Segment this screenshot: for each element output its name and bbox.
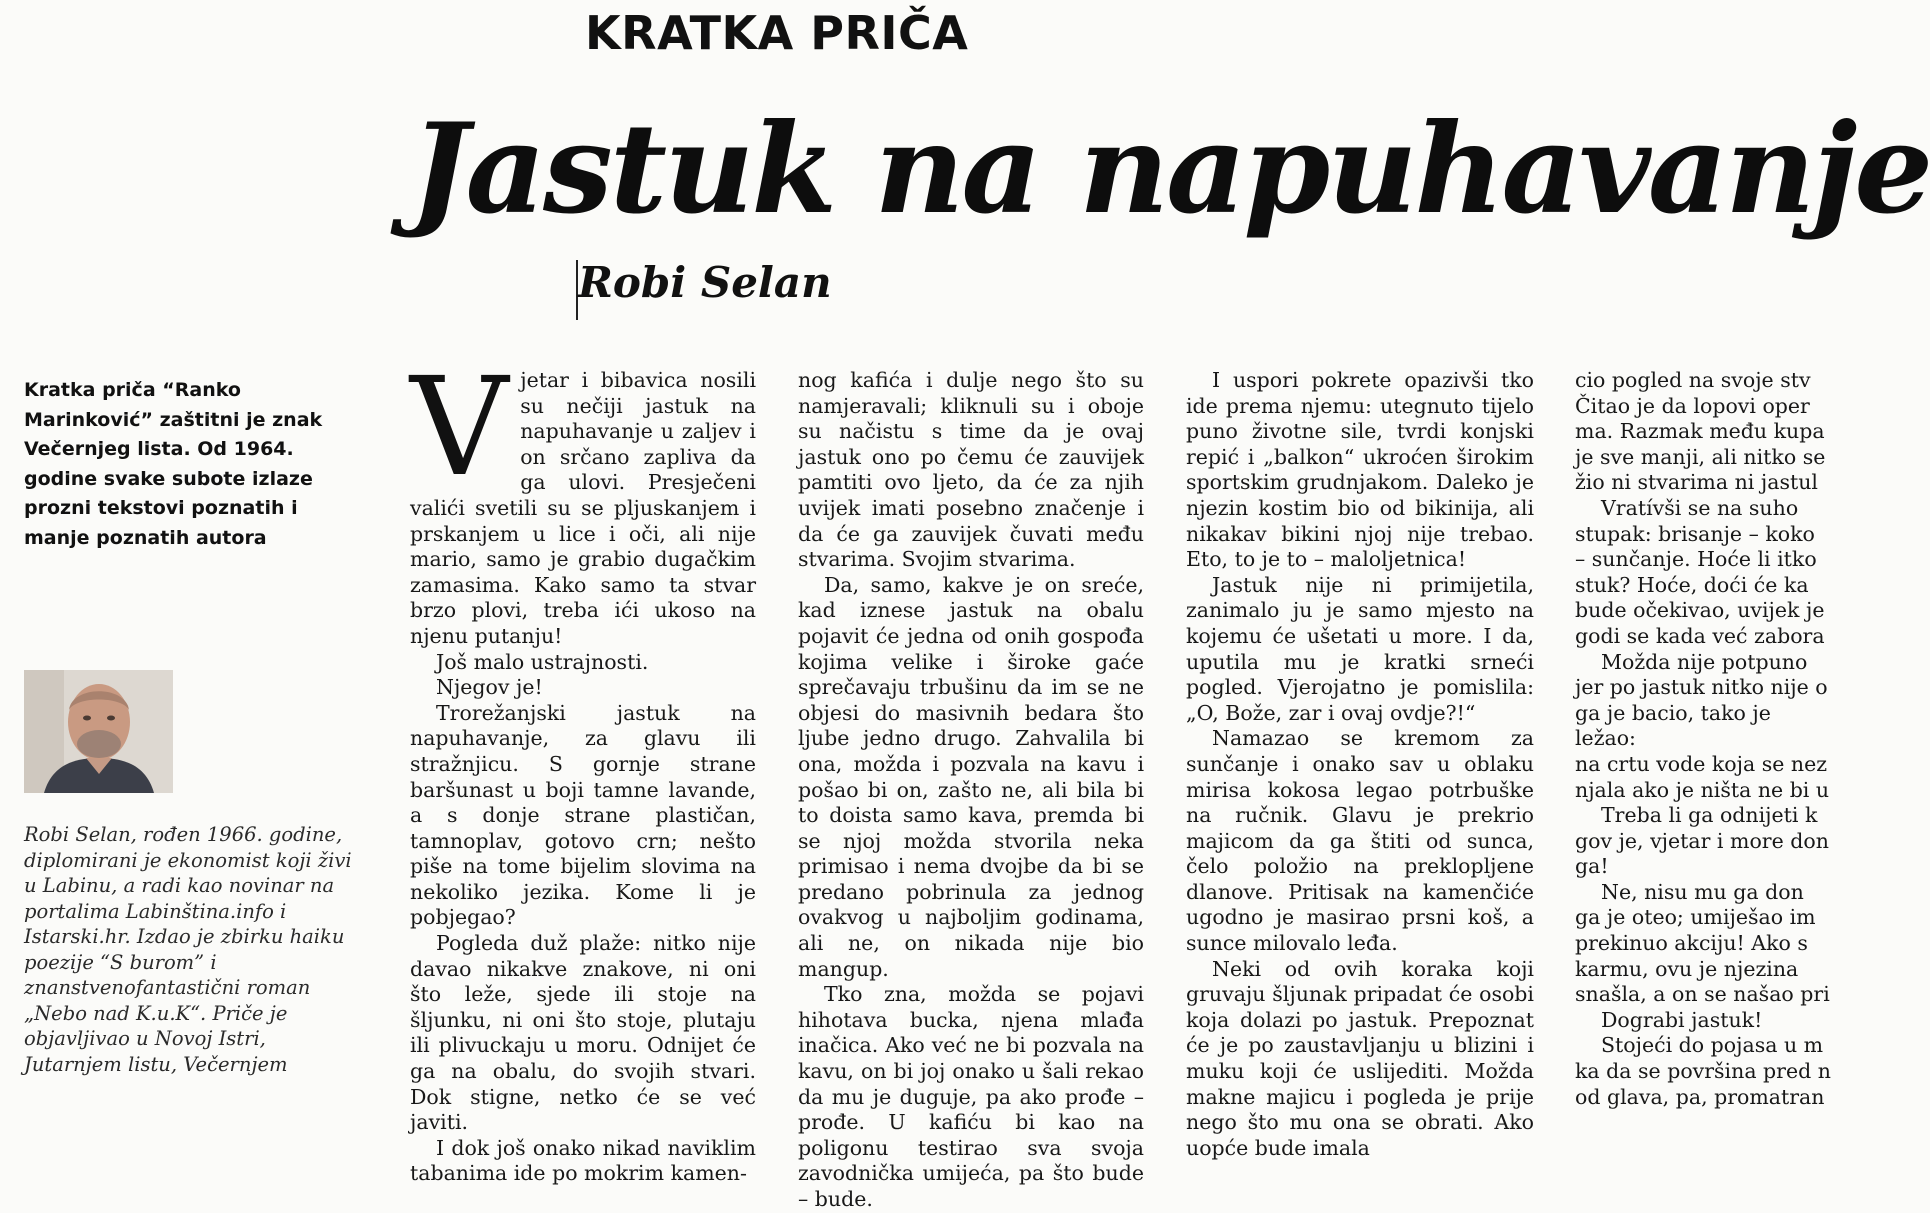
text-line: Ne, nisu mu ga don bbox=[1601, 879, 1804, 904]
paragraph: Namazao se kremom za sunčanje i onako sav u oblaku mirisa kokosa legao potrbuške na ručnik. Glavu je prekrio majicom da ga štiti od sunca, čelo položio na preklopljene dlanove. Pritisak na kamenčiće ugodno je masirao prsni koš, a sunce milovalo leđa. bbox=[1186, 726, 1534, 956]
text-line: stupak: brisanje – koko bbox=[1575, 521, 1815, 546]
byline: Robi Selan bbox=[578, 258, 832, 307]
article-column-1 bbox=[410, 349, 756, 1186]
headline: Jastuk na napuhavanje bbox=[410, 97, 1930, 242]
paragraph: Još malo ustrajnosti. bbox=[436, 649, 649, 674]
text-line: jer po jastuk nitko nije o bbox=[1575, 675, 1828, 700]
text-line: ga je bacio, tako je ležao: bbox=[1575, 700, 1771, 751]
paragraph: Pogleda duž plaže: nitko nije davao nikakve znakove, ni oni što leže, sjede ili stoje na šljunku, ni oni što stoje, plutaju ili plivuckaju u moru. Odnijet će ga na obalu, do svojih stvari. Dok stigne, netko će se već javiti. bbox=[410, 931, 756, 1135]
paragraph: nog kafića i dulje nego što su namjeravali; kliknuli su i oboje su načistu s time da je ovaj jastuk ono po čemu će zauvijek pamtiti ovo ljeto, da će za njih uvijek imati posebno značenje i da će ga zauvijek čuvati među stvarima. Svojim stvarima. bbox=[798, 368, 1144, 572]
text-line: ma. Razmak među kupa bbox=[1575, 419, 1825, 444]
text-line: – sunčanje. Hoće li itko bbox=[1575, 547, 1817, 572]
article-column-3 bbox=[1186, 368, 1534, 1160]
text-line: bude očekivao, uvijek je bbox=[1575, 598, 1825, 623]
text-line: Treba li ga odnijeti k bbox=[1601, 803, 1818, 828]
text-line: cio pogled na svoje stv bbox=[1575, 368, 1811, 392]
drop-cap: V bbox=[410, 349, 509, 507]
text-line: godi se kada već zabora bbox=[1575, 623, 1825, 648]
text-line: žio ni stvarima ni jastul bbox=[1575, 470, 1818, 495]
paragraph: I uspori pokrete opazivši tko ide prema njemu: utegnuto tijelo puno životne sile, tvrdi konjski repić i „balkon“ ukroćen širokim sportskim grudnjakom. Daleko je njezin kostim bio od bikinija, ali nikakav bikini njoj nije trebao. Eto, to je to – maloljetnica! bbox=[1186, 368, 1534, 572]
text-line: prekinuo akciju! Ako s bbox=[1575, 931, 1808, 956]
text-line: Dograbi jastuk! bbox=[1601, 1007, 1763, 1032]
text-line: od glava, pa, promatran bbox=[1575, 1084, 1825, 1109]
section-label: KRATKA PRIČA bbox=[585, 6, 969, 60]
paragraph: I dok još onako nikad naviklim tabanima ide po mokrim kamen- bbox=[410, 1135, 756, 1186]
text-line: karmu, ovu je njezina bbox=[1575, 956, 1799, 981]
text-line: je sve manji, ali nitko se bbox=[1575, 444, 1826, 469]
text-line: snašla, a on se našao pri bbox=[1575, 982, 1830, 1007]
article-column-4 bbox=[1575, 368, 1835, 1109]
text-line: Možda nije potpuno bbox=[1601, 649, 1808, 674]
text-line: stuk? Hoće, doći će ka bbox=[1575, 572, 1809, 597]
text-line: gov je, vjetar i more don bbox=[1575, 828, 1829, 853]
sidebar-note: Kratka priča “Ranko Marinković” zaštitni je znak Večernjeg lista. Od 1964. godine svake subote izlaze prozni tekstovi poznatih i manje poznatih autora bbox=[24, 379, 323, 549]
paragraph: Trorežanjski jastuk na napuhavanje, za glavu ili stražnjicu. S gornje strane baršunast u boji tamne lavande, a s donje strane plastičan, tamnoplav, gotovo crn; nešto piše na tome bijelim slovima na nekoliko jezika. Kome li je pobjegao? bbox=[410, 700, 756, 930]
text-line: ka da se površina pred n bbox=[1575, 1059, 1831, 1084]
text-line: Čitao je da lopovi oper bbox=[1575, 393, 1810, 418]
paragraph: Jastuk nije ni primijetila, zanimalo ju je samo mjesto na kojemu će ušetati u more. I da, uputila mu je kratki srneći pogled. Vjerojatno je pomislila: „O, Bože, zar i ovaj ovdje?!“ bbox=[1186, 572, 1534, 725]
text-line: Stojeći do pojasa u m bbox=[1601, 1033, 1824, 1058]
paragraph: jetar i bibavica nosili su nečiji jastuk na napuhavanje u zaljev i on srčano zapliva da ga ulovi. Presječeni valići svetili su se pljuskanjem i prskanjem u lice i oči, ali nije mario, samo je grabio dugačkim zamasima. Kako samo ta stvar brzo plovi, treba ići ukoso na njenu putanju! bbox=[410, 368, 756, 648]
paragraph: Neki od ovih koraka koji gruvaju šljunak pripadat će osobi koja dolazi po jastuk. Prepoznat će je po zaustavljanju u blizini i muku koji će uslijediti. Možda makne majicu i pogleda je prije nego što mu ona se obrati. Ako uopće bude imala bbox=[1186, 956, 1534, 1160]
paragraph: Tko zna, možda se pojavi hihotava bucka, njena mlađa inačica. Ako već ne bi pozvala na kavu, on bi joj onako u šali rekao da mu je duguje, pa ako prođe – prođe. U kafiću bi kao na poligonu testirao sva svoja zavodnička umijeća, pa što bude – bude. bbox=[798, 982, 1144, 1211]
author-bio: Robi Selan, rođen 1966. godine, diplomirani je ekonomist koji živi u Labinu, a radi kao novinar na portalima Labinština.info i Istarski.hr. Izdao je zbirku haiku poezije “S burom” i znanstvenofantastični roman „Nebo nad K.u.K“. Priče je objavljivao u Novoj Istri, Jutarnjem listu, Večernjem bbox=[24, 823, 352, 1076]
text-line: ga je oteo; umiješao im bbox=[1575, 905, 1816, 930]
text-line: njala ako je ništa ne bi u bbox=[1575, 777, 1830, 802]
author-photo bbox=[24, 670, 173, 793]
article-column-2 bbox=[798, 368, 1144, 1211]
paragraph: Njegov je! bbox=[436, 675, 543, 700]
author-portrait-icon bbox=[24, 670, 173, 793]
text-line: ga! bbox=[1575, 854, 1609, 879]
text-line: Vratívši se na suho bbox=[1601, 495, 1799, 520]
paragraph: Da, samo, kakve je on sreće, kad iznese jastuk na obalu pojavit će jedna od onih gospođa kojima velike i široke gaće sprečavaju trbušinu da im se ne objesi do masivnih bedara što ljube jedno drugo. Zahvalila bi ona, možda i pozvala na kavu i pošao bi on, zašto ne, ali bila bi to doista samo kava, premda bi se njoj možda stvorila neka primisao i nema dvojbe da bi se predano pobrinula za jednog ovakvog u najboljim godinama, ali ne, on nikada nije bio mangup. bbox=[798, 572, 1144, 981]
text-line: na crtu vode koja se nez bbox=[1575, 751, 1828, 776]
